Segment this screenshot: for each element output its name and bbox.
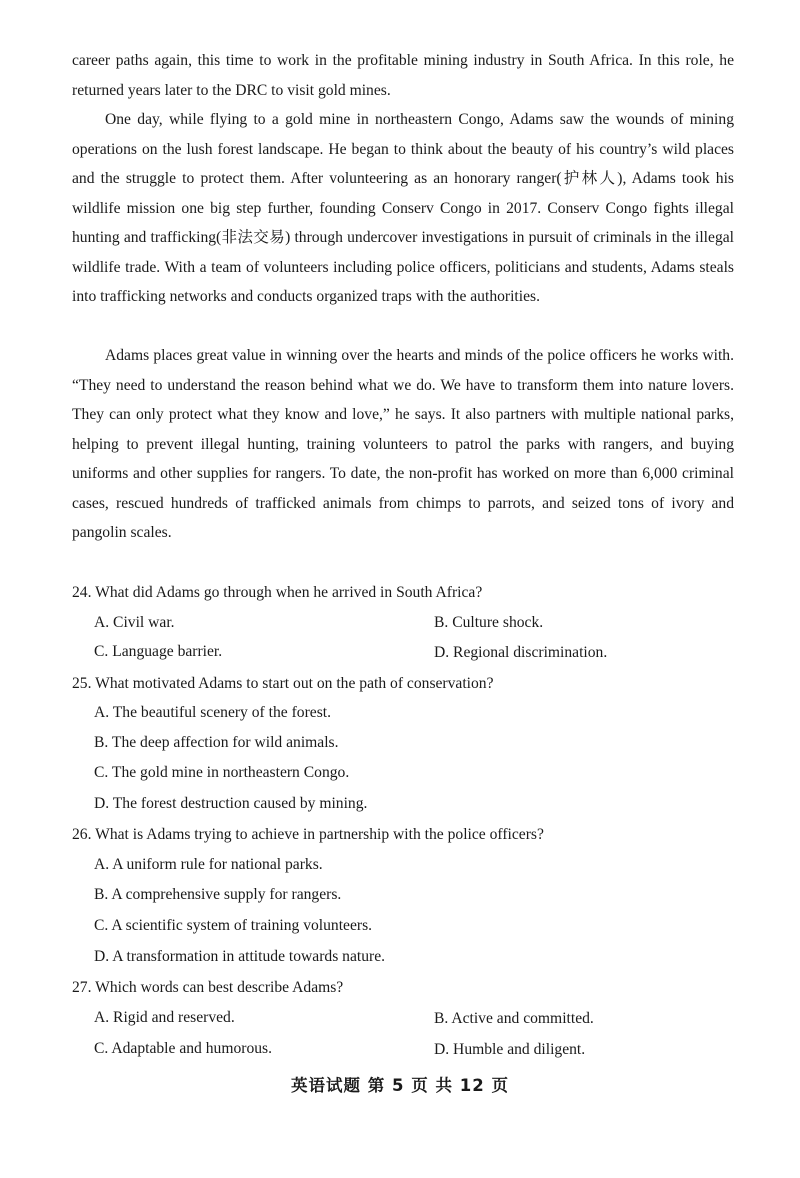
question-24-option-c: C. Language barrier. [94, 643, 223, 660]
question-25-option-b: B. The deep affection for wild animals. [94, 734, 339, 751]
question-24-stem: 24. What did Adams go through when he arrived in South Africa? [72, 584, 483, 601]
question-24-option-b: B. Culture shock. [434, 614, 544, 631]
question-24-option-d: D. Regional discrimination. [434, 644, 608, 661]
passage-paragraph-2: One day, while flying to a gold mine in northeastern Congo, Adams saw the wounds of mining operations on the lush forest landscape. He began to think about the beauty of his country’s wild places and the struggle to protect them. After volunteering as an honorary ranger(护林人), Adams took his wildlife mission one big step further, founding Conserv Congo in 2017. Conserv Congo fights illegal hunting and trafficking(非法交易) through undercover investigations in pursuit of criminals in the illegal wildlife trade. With a team of volunteers including police officers, politicians and students, Adams steals into trafficking networks and conducts organized traps with the authorities. [72, 111, 734, 305]
question-25-stem: 25. What motivated Adams to start out on the path of conservation? [72, 675, 494, 692]
question-27-option-b: B. Active and committed. [434, 1010, 594, 1027]
question-25-option-a: A. The beautiful scenery of the forest. [94, 704, 331, 721]
question-27-option-a: A. Rigid and reserved. [94, 1009, 235, 1026]
question-27-option-d: D. Humble and diligent. [434, 1041, 586, 1058]
passage-paragraph-3: Adams places great value in winning over the hearts and minds of the police officers he works with. “They need to understand the reason behind what we do. We have to transform them into nature lovers. They can only protect what they know and love,” he says. It also partners with multiple national parks, helping to prevent illegal hunting, training volunteers to patrol the parks with rangers, and buying uniforms and other supplies for rangers. To date, the non-profit has worked on more than 6,000 criminal cases, rescued hundreds of trafficked animals from chimps to parrots, and seized tons of ivory and pangolin scales. [72, 347, 734, 541]
question-27-stem: 27. Which words can best describe Adams? [72, 979, 344, 996]
question-25-option-c: C. The gold mine in northeastern Congo. [94, 764, 350, 781]
question-26-option-c: C. A scientific system of training volunteers. [94, 917, 373, 934]
passage-paragraph-1: career paths again, this time to work in the profitable mining industry in South Africa. In this role, he returned years later to the DRC to visit gold mines. [72, 52, 734, 99]
page-footer: 英语试题 第 5 页 共 12 页 [291, 1076, 509, 1095]
question-25-option-d: D. The forest destruction caused by mining. [94, 795, 368, 812]
question-24-option-a: A. Civil war. [94, 614, 175, 631]
question-26-option-a: A. A uniform rule for national parks. [94, 856, 323, 873]
question-26-option-d: D. A transformation in attitude towards nature. [94, 948, 386, 965]
question-27-option-c: C. Adaptable and humorous. [94, 1040, 273, 1057]
question-26-option-b: B. A comprehensive supply for rangers. [94, 886, 342, 903]
question-26-stem: 26. What is Adams trying to achieve in partnership with the police officers? [72, 826, 544, 843]
